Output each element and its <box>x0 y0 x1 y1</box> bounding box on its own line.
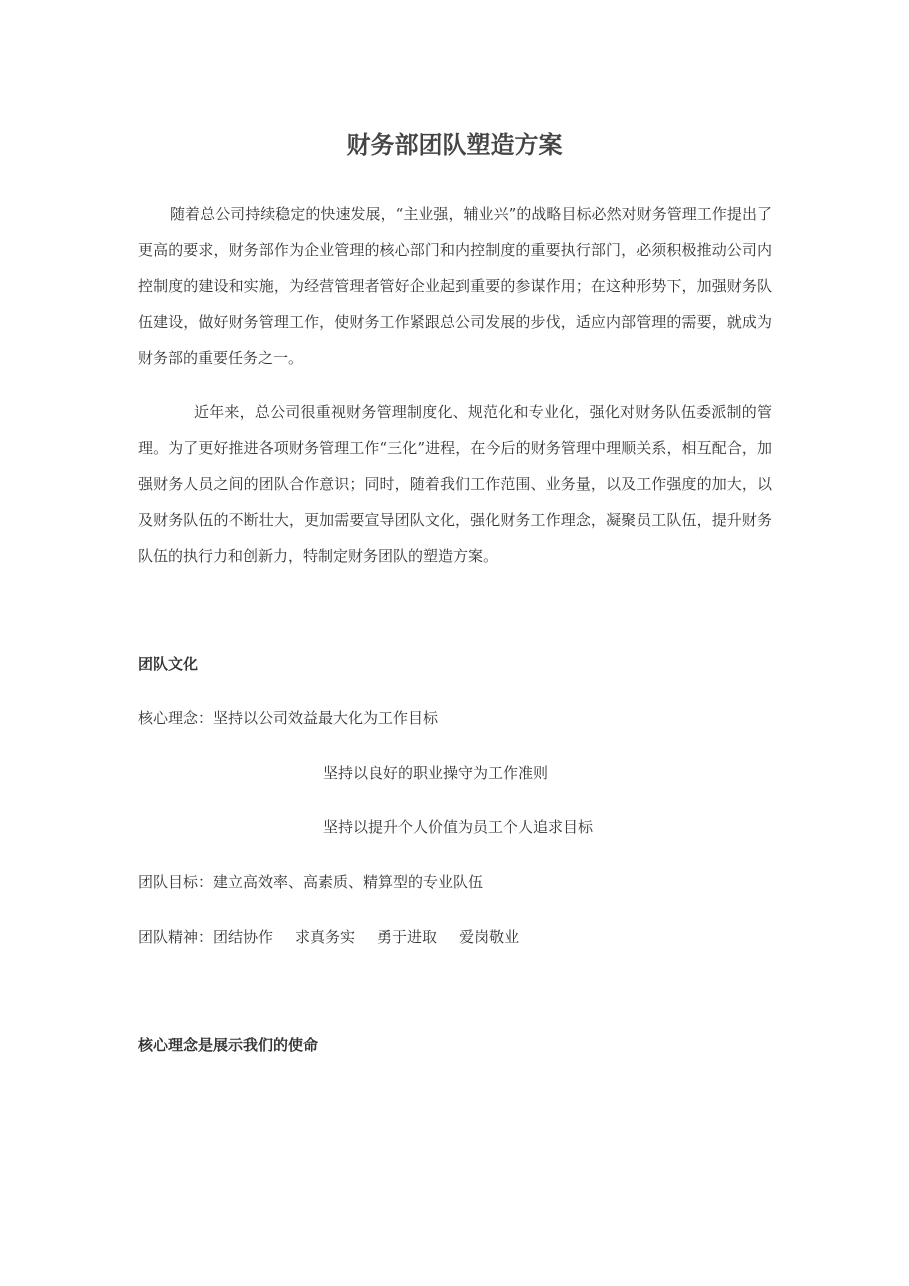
team-spirit-line <box>138 925 519 949</box>
intro-paragraph-2: 近年来，总公司很重视财务管理制度化、规范化和专业化，强化对财务队伍委派制的管理。为了更好推进各项财务管理工作“三化”进程，在今后的财务管理中理顺关系，相互配合，加强财务人员之间的团队合作意识；同时，随着我们工作范围、业务量，以及工作强度的加大，以及财务队伍的不断壮大，更加需要宣导团队文化，强化财务工作理念，凝聚员工队伍，提升财务队伍的执行力和创新力，特制定财务团队的塑造方案。 <box>138 403 772 565</box>
team-spirit-item-1: 团结协作 <box>213 928 274 946</box>
section-heading-core-mission: 核心理念是展示我们的使命 <box>138 1036 319 1054</box>
team-goal-label: 团队目标： <box>138 873 214 891</box>
team-spirit-item-2: 求真务实 <box>295 928 356 946</box>
team-goal-line <box>138 870 483 894</box>
team-spirit-label: 团队精神： <box>138 928 214 946</box>
document-title: 财务部团队塑造方案 <box>346 130 563 159</box>
team-goal-text: 建立高效率、高素质、精算型的专业队伍 <box>213 873 484 891</box>
intro-paragraph-1: 随着总公司持续稳定的快速发展，“主业强，辅业兴”的战略目标必然对财务管理工作提出了更高的要求，财务部作为企业管理的核心部门和内控制度的重要执行部门，必须积极推动公司内控制度的建设和实施，为经营管理者管好企业起到重要的参谋作用；在这种形势下，加强财务队伍建设，做好财务管理工作，使财务工作紧跟总公司发展的步伐，适应内部管理的需要，就成为财务部的重要任务之一。 <box>138 205 772 367</box>
core-concept-item-2: 坚持以良好的职业操守为工作准则 <box>323 764 549 782</box>
section-heading-team-culture: 团队文化 <box>138 655 199 673</box>
core-concept-label: 核心理念： <box>138 709 214 727</box>
core-concept-item-3: 坚持以提升个人价值为员工个人追求目标 <box>323 818 594 836</box>
team-spirit-item-4: 爱岗敬业 <box>459 928 520 946</box>
team-spirit-item-3: 勇于进取 <box>377 928 438 946</box>
core-concept-item-1: 坚持以公司效益最大化为工作目标 <box>213 709 439 727</box>
core-concept-line-1 <box>138 706 438 730</box>
